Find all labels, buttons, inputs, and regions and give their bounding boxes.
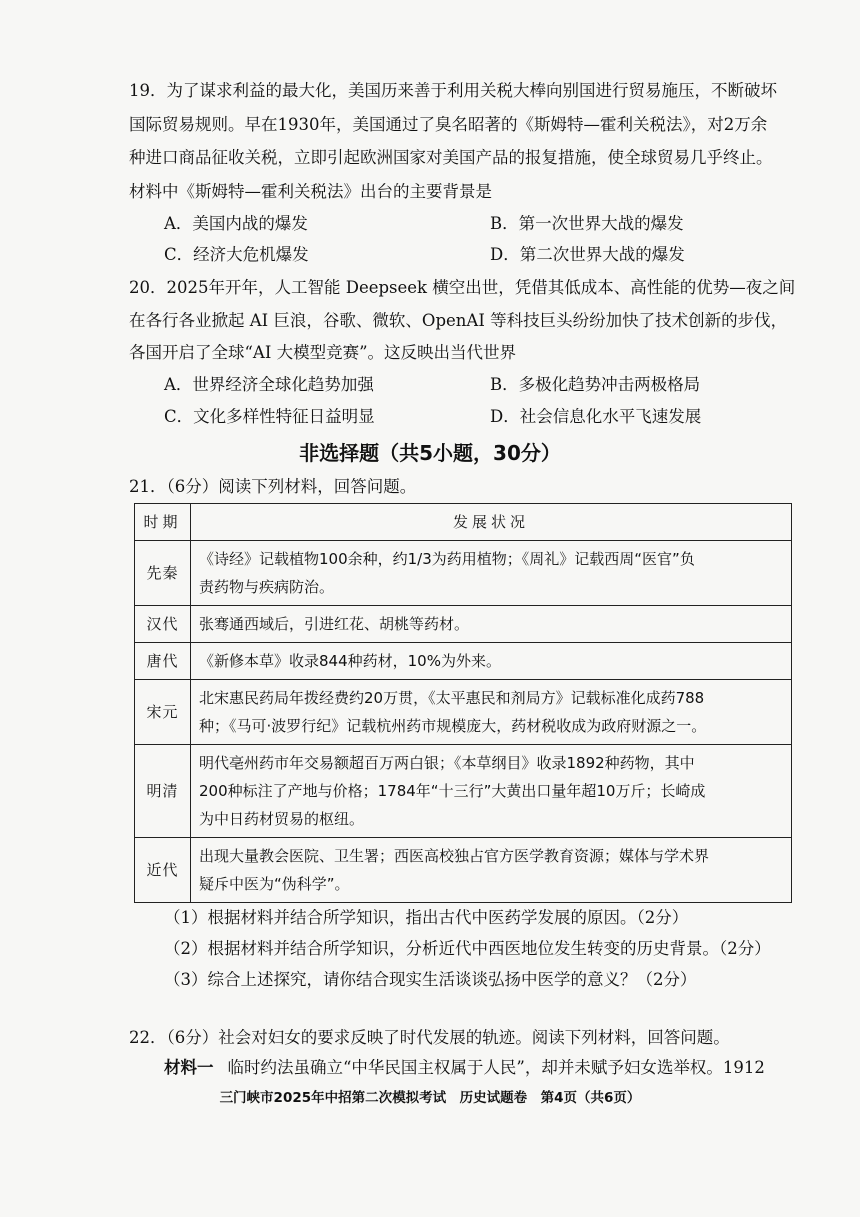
q21-table [134, 503, 792, 903]
page-footer: 三门峡市2025年中招第二次模拟考试 历史试题卷 第4页（共6页） [219, 1090, 641, 1106]
table-cell-content [191, 838, 792, 903]
cell-line: 种；《马可·波罗行纪》记载杭州药市规模庞大，药材税收成为政府财源之一。 [199, 717, 707, 735]
cell-line: 出现大量教会医院、卫生署；西医高校独占官方医学教育资源；媒体与学术界 [199, 847, 710, 865]
table-cell-content [191, 680, 792, 745]
section-heading: 非选择题（共5小题，30分） [299, 441, 561, 465]
table-cell-period: 先秦 [135, 541, 191, 606]
q21-subquestion-1: （1）根据材料并结合所学知识，指出古代中医药学发展的原因。（2分） [164, 908, 689, 927]
q19-option-c: C．经济大危机爆发 [164, 245, 309, 264]
table-cell-period: 汉代 [135, 606, 191, 643]
q19-line-1: 19．为了谋求利益的最大化，美国历来善于利用关税大棒向别国进行贸易施压，不断破坏 [129, 81, 777, 100]
q22-material-one [164, 1057, 765, 1079]
table-header-status: 发展状况 [191, 504, 792, 541]
cell-line: 《诗经》记载植物100余种，约1/3为药用植物；《周礼》记载西周“医官”负 [199, 550, 695, 568]
q19-line-3: 种进口商品征收关税，立即引起欧洲国家对美国产品的报复措施，使全球贸易几乎终止。 [129, 148, 773, 167]
table-cell-period: 近代 [135, 838, 191, 903]
q22-intro: 22．（6分）社会对妇女的要求反映了时代发展的轨迹。阅读下列材料，回答问题。 [129, 1028, 730, 1047]
q20-option-d: D．社会信息化水平飞速发展 [490, 407, 702, 426]
cell-line: 200种标注了产地与价格；1784年“十三行”大黄出口量年超10万斤；长崎成 [199, 782, 706, 800]
table-row [135, 838, 792, 903]
q19-line-2: 国际贸易规则。早在1930年，美国通过了臭名昭著的《斯姆特—霍利关税法》，对2万余 [129, 115, 768, 134]
q20-line-3: 各国开启了全球“AI 大模型竞赛”。这反映出当代世界 [129, 343, 517, 362]
table-cell-period: 宋元 [135, 680, 191, 745]
table-header-period: 时期 [135, 504, 191, 541]
table-cell-content [191, 745, 792, 838]
cell-line: 疑斥中医为“伪科学”。 [199, 875, 350, 893]
table-cell-content [191, 541, 792, 606]
table-header-row [135, 504, 792, 541]
material-text: 临时约法虽确立“中华民国主权属于人民”，却并未赋予妇女选举权。1912 [227, 1058, 765, 1077]
table-row [135, 643, 792, 680]
q20-line-2: 在各行各业掀起 AI 巨浪，谷歌、微软、OpenAI 等科技巨头纷纷加快了技术创新的步伐， [129, 311, 788, 330]
q20-line-1: 20．2025年开年，人工智能 Deepseek 横空出世，凭借其低成本、高性能的优势—夜之间 [129, 278, 796, 297]
cell-line: 为中日药材贸易的枢纽。 [199, 810, 365, 828]
table-row [135, 541, 792, 606]
q19-line-4: 材料中《斯姆特—霍利关税法》出台的主要背景是 [129, 182, 492, 201]
q21-subquestion-2: （2）根据材料并结合所学知识，分析近代中西医地位发生转变的历史背景。（2分） [164, 939, 771, 958]
q20-option-a: A．世界经济全球化趋势加强 [164, 375, 374, 394]
q20-option-c: C．文化多样性特征日益明显 [164, 407, 375, 426]
q19-option-b: B．第一次世界大战的爆发 [490, 214, 684, 233]
q19-option-d: D．第二次世界大战的爆发 [490, 245, 685, 264]
table-cell-period: 唐代 [135, 643, 191, 680]
q21-subquestion-3: （3）综合上述探究，请你结合现实生活谈谈弘扬中医学的意义？（2分） [164, 970, 697, 989]
cell-line: 张骞通西域后，引进红花、胡桃等药材。 [199, 615, 470, 633]
table-cell-content [191, 643, 792, 680]
table-row [135, 745, 792, 838]
cell-line: 北宋惠民药局年拨经费约20万贯，《太平惠民和剂局方》记载标准化成药788 [199, 689, 705, 707]
q20-option-b: B．多极化趋势冲击两极格局 [490, 375, 701, 394]
cell-line: 责药物与疾病防治。 [199, 578, 335, 596]
table-row [135, 606, 792, 643]
material-label: 材料一 [164, 1058, 214, 1077]
cell-line: 《新修本草》收录844种药材，10%为外来。 [199, 652, 501, 670]
table-row [135, 680, 792, 745]
table-cell-period: 明清 [135, 745, 191, 838]
table-cell-content [191, 606, 792, 643]
cell-line: 明代亳州药市年交易额超百万两白银；《本草纲目》收录1892种药物，其中 [199, 754, 695, 772]
q19-option-a: A．美国内战的爆发 [164, 214, 308, 233]
q21-intro: 21．（6分）阅读下列材料，回答问题。 [129, 477, 417, 496]
